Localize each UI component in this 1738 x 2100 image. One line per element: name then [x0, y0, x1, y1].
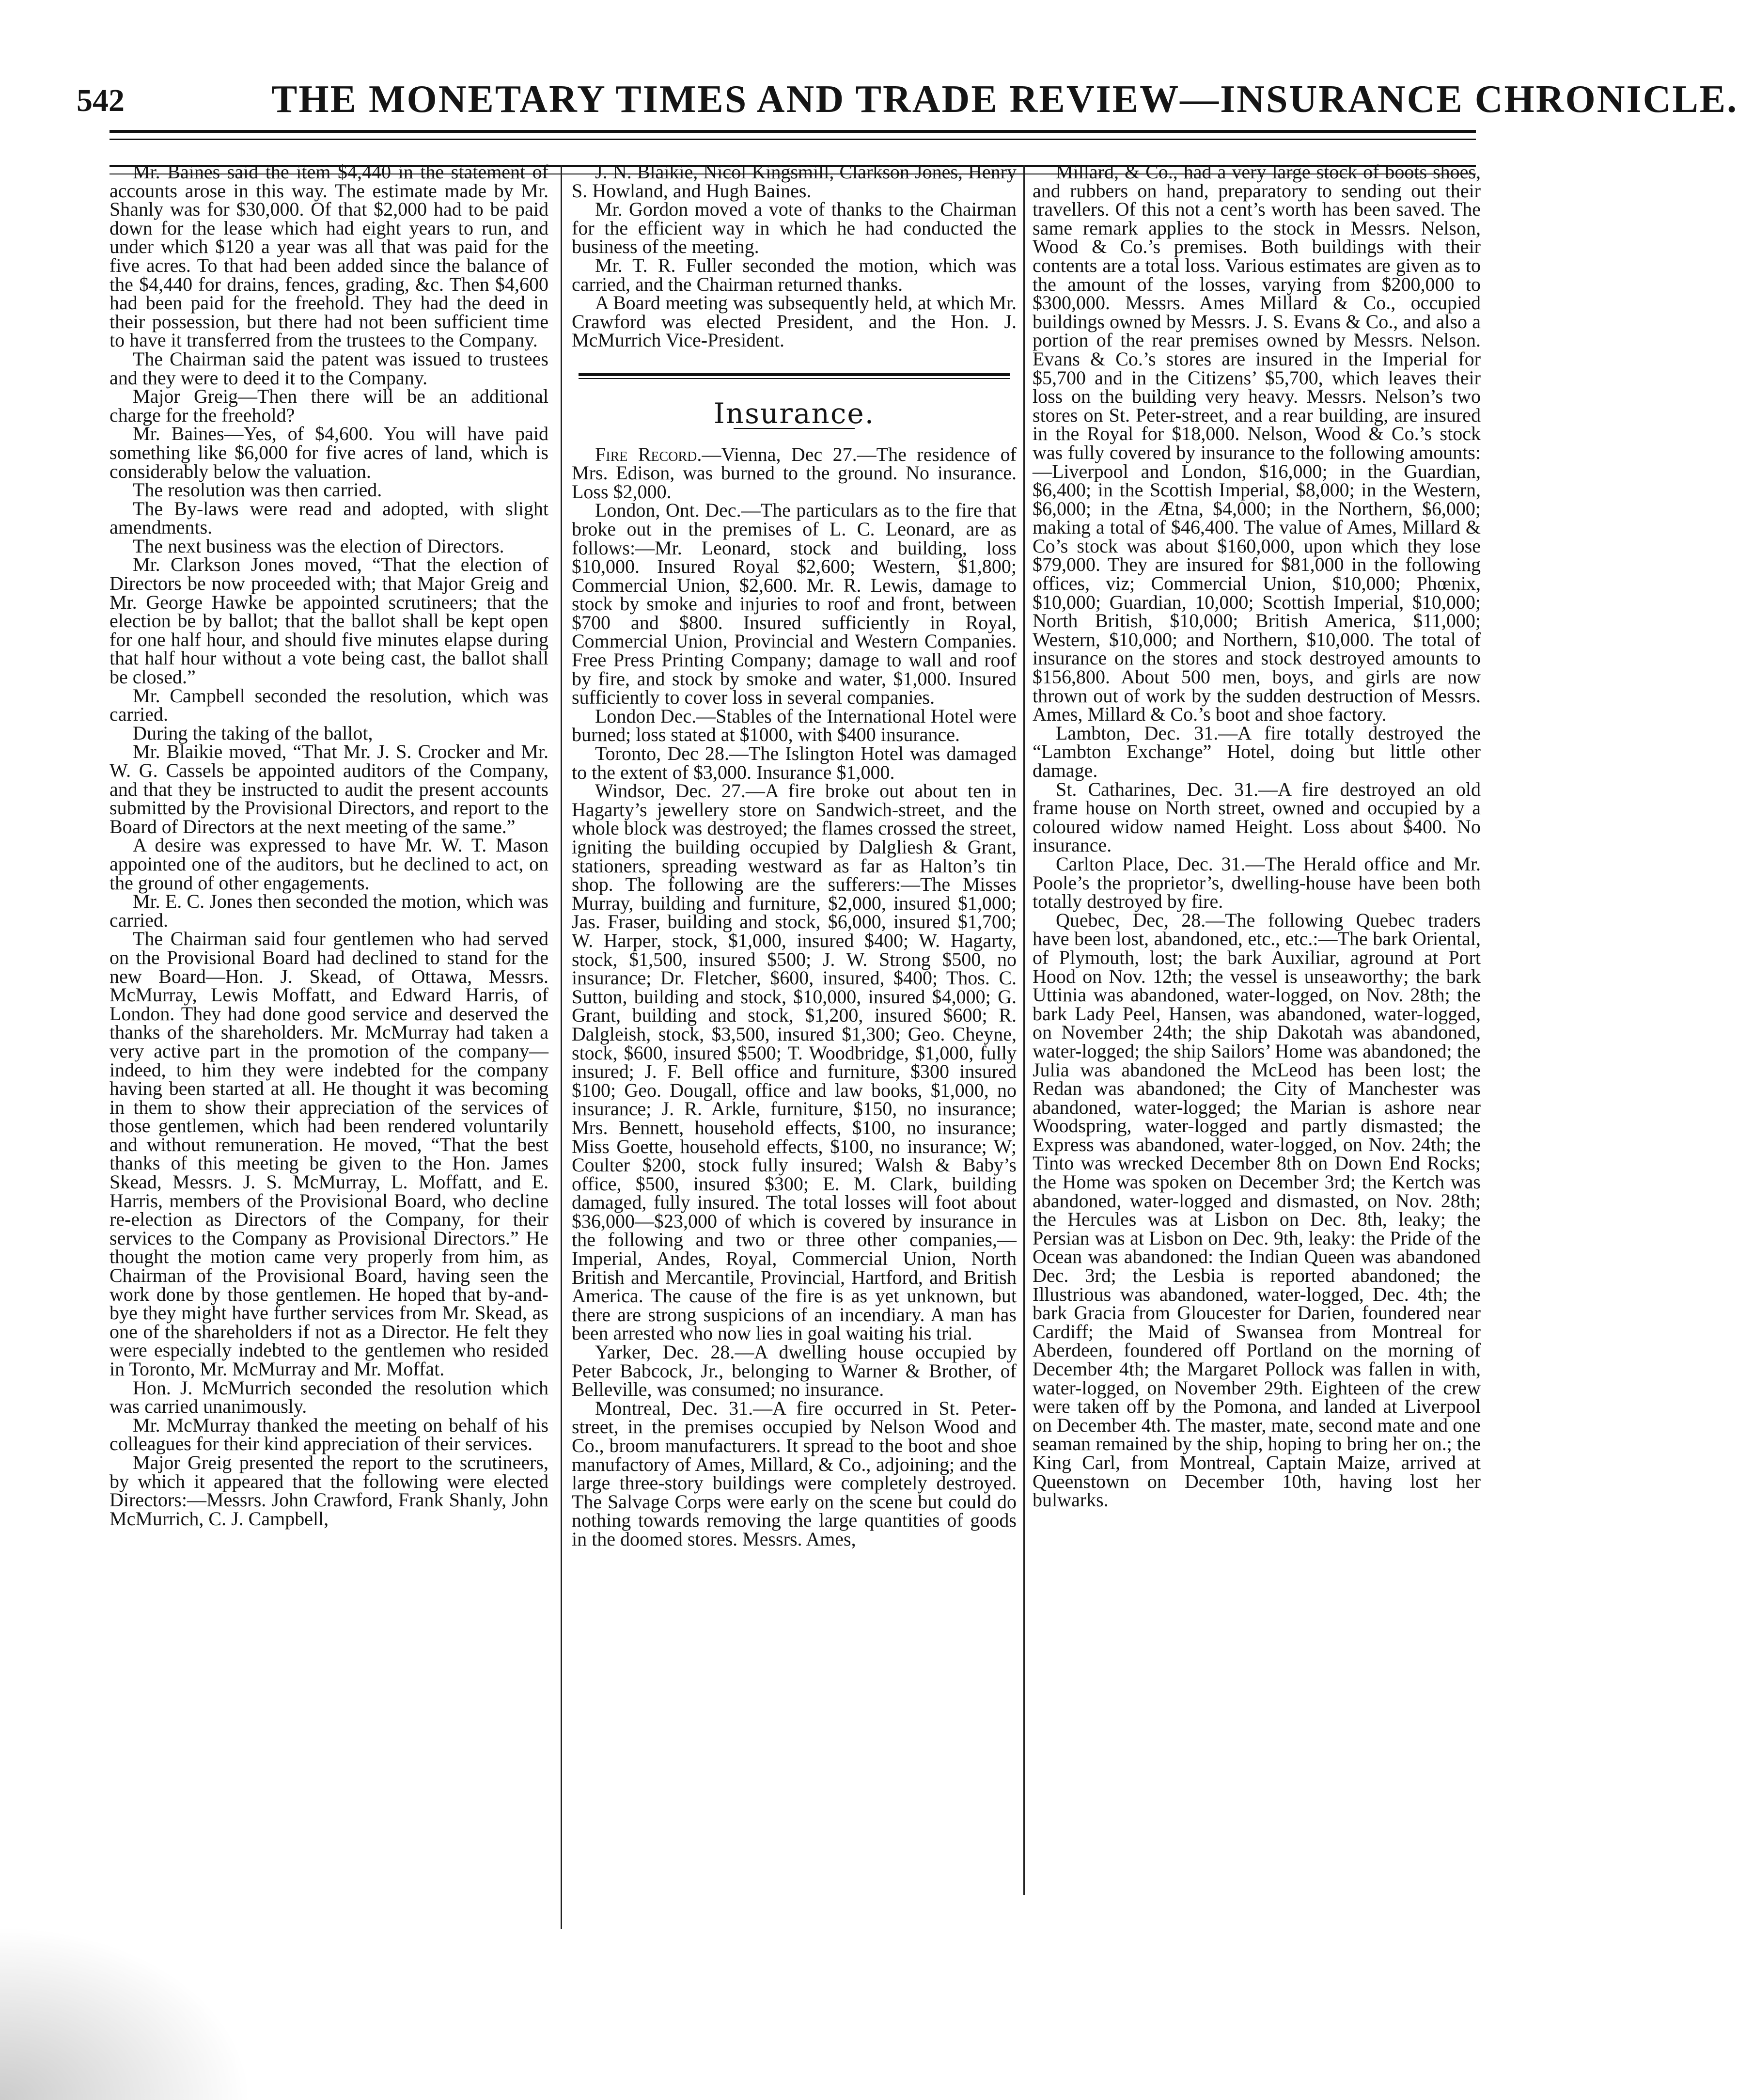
- paragraph: Mr. Blaikie moved, “That Mr. J. S. Crocker and Mr. W. G. Cassels be appointed auditors of the Company, and that they be instructed to audit the present accounts submitted by the Provisional Directors, and report to the Board of Directors at the next meeting of the same.”: [110, 741, 548, 837]
- column-divider: [1023, 165, 1025, 1895]
- running-head: [77, 78, 1738, 136]
- paragraph: Mr. McMurray thanked the meeting on behalf of his colleagues for their kind appreciation of their services.: [110, 1414, 548, 1455]
- paragraph: Hon. J. McMurrich seconded the resolution which was carried unanimously.: [110, 1376, 548, 1418]
- paragraph: Yarker, Dec. 28.—A dwelling house occupied by Peter Babcock, Jr., belonging to Warner & Brother, of Belleville, was consumed; no insurance.: [572, 1341, 1017, 1401]
- paragraph: J. N. Blaikie, Nicol Kingsmill, Clarkson Jones, Henry S. Howland, and Hugh Baines.: [572, 161, 1017, 202]
- paragraph: A desire was expressed to have Mr. W. T. Mason appointed one of the auditors, but he declined to act, on the ground of other engagements.: [110, 834, 548, 894]
- paragraph: The next business was the election of Directors.: [133, 535, 504, 557]
- header-rule: [110, 139, 1476, 140]
- paragraph: St. Catharines, Dec. 31.—A fire destroyed an old frame house on North street, owned and occupied by a coloured widow named Height. Loss about $400. No insurance.: [1033, 778, 1481, 856]
- paragraph-text: —Vienna, Dec 27.—The residence of Mrs. Edison, was burned to the ground. No insurance. Loss $2,000.: [572, 443, 1017, 503]
- paragraph: Mr. Baines said the item $4,440 in the statement of accounts arose in this way. The estimate made by Mr. Shanly was for $30,000. Of that $2,000 had to be paid down for the lease which had eight years to run, and under which $120 a year was all that was paid for the five acres. To that had been added since the balance of the $4,440 for drains, fences, grading, &c. Then $4,600 had been paid for the freehold. They had the deed in their possession, but there had not been sufficient time to have it transferred from the trustees to the Company.: [110, 161, 548, 351]
- paragraph: Toronto, Dec 28.—The Islington Hotel was damaged to the extent of $3,000. Insurance $1,000.: [572, 742, 1017, 783]
- paragraph: Millard, & Co., had a very large stock of boots shoes, and rubbers on hand, preparatory to sending out their travellers. Of this not a cent’s worth has been saved. The same remark applies to the stock in Messrs. Nelson, Wood & Co.’s premises. Both buildings with their contents are a total loss. Various estimates are given as to the amount of the losses, varying from $200,000 to $300,000. Messrs. Ames Millard & Co., occupied buildings owned by Messrs. J. S. Evans & Co., and also a portion of the rear premises owned by Messrs. Nelson. Evans & Co.’s stores are insured in the Imperial for $5,700 and in the Citizens’ $5,700, which leaves their loss on the building very heavy. Messrs. Nelson’s two stores on St. Peter-street, and a rear building, are insured in the Royal for $18,000. Nelson, Wood & Co.’s stock was fully covered by insurance to the following amounts:—Liverpool and London, $16,000; in the Guardian, $6,400; in the Scottish Imperial, $8,000; in the Western, $6,000; in the Ætna, $4,000; in the Northern, $6,000; making a total of $46,400. The value of Ames, Millard & Co’s stock was about $160,000, upon which they lose $79,000. They are insured for $81,000 in the following offices, viz; Commercial Union, $10,000; Phœnix, $10,000; Guardian, 10,000; Scottish Imperial, $10,000; North British, $10,000; British America, $11,000; Western, $10,000; and Northern, $10,000. The total of insurance on the stores and stock destroyed amounts to $156,800. About 500 men, boys, and girls are now thrown out of work by the sudden destruction of Messrs. Ames, Millard & Co.’s boot and shoe factory.: [1033, 161, 1481, 726]
- paragraph: Mr. Baines—Yes, of $4,600. You will have paid something like $6,000 for five acres of land, which is considerably below the valuation.: [110, 423, 548, 482]
- paragraph: The By-laws were read and adopted, with slight amendments.: [110, 497, 548, 538]
- journal-title: THE MONETARY TIMES AND TRADE REVIEW—INSURANCE CHRONICLE.: [271, 78, 1738, 121]
- paragraph: Mr. Clarkson Jones moved, “That the election of Directors be now proceeded with; that Major Greig and Mr. George Hawke be appointed scrutineers; that the election be by ballot; that the ballot shall be kept open for one half hour, and should five minutes elapse during that half hour without a vote being cast, the ballot shall be closed.”: [110, 553, 548, 688]
- fire-record-paragraph: [572, 445, 1017, 502]
- column-one: [110, 163, 548, 1528]
- paragraph: Major Greig—Then there will be an additional charge for the freehold?: [110, 385, 548, 426]
- header-rule: [110, 130, 1476, 133]
- paragraph: London, Ont. Dec.—The particulars as to the fire that broke out in the premises of L. C. Leonard, are as follows:—Mr. Leonard, stock and building, loss $10,000. Insured Royal $2,600; Western, $1,800; Commercial Union, $2,600. Mr. R. Lewis, damage to stock by smoke and injuries to roof and front, between $700 and $800. Insured sufficiently in Royal, Commercial Union, Provincial and Western Companies. Free Press Printing Company; damage to wall and roof by fire, and stock by smoke and water, $1,000. Insured sufficiently to cover loss in several companies.: [572, 499, 1017, 709]
- paragraph: Mr. E. C. Jones then seconded the motion, which was carried.: [110, 890, 548, 931]
- paragraph: The Chairman said the patent was issued to trustees and they were to deed it to the Company.: [110, 347, 548, 389]
- paragraph: Major Greig presented the report to the scrutineers, by which it appeared that the following were elected Directors:—Messrs. John Crawford, Frank Shanly, John McMurrich, C. J. Campbell,: [110, 1451, 548, 1530]
- column-three: [1033, 163, 1481, 1510]
- paragraph: London Dec.—Stables of the International Hotel were burned; loss stated at $1000, with $400 insurance.: [572, 705, 1017, 746]
- fire-record-lead: Fire Record.: [595, 443, 702, 465]
- paragraph: Carlton Place, Dec. 31.—The Herald office and Mr. Poole’s the proprietor’s, dwelling-house have been both totally destroyed by fire.: [1033, 853, 1481, 913]
- page-number: 542: [77, 83, 125, 118]
- paragraph: Mr. Gordon moved a vote of thanks to the Chairman for the efficient way in which he had conducted the business of the meeting.: [572, 198, 1017, 258]
- paragraph: The resolution was then carried.: [133, 479, 382, 501]
- paragraph: Lambton, Dec. 31.—A fire totally destroyed the “Lambton Exchange” Hotel, doing but little other damage.: [1033, 722, 1481, 781]
- paragraph: The Chairman said four gentlemen who had served on the Provisional Board had declined to stand for the new Board—Hon. J. Skead, of Ottawa, Messrs. McMurray, Lewis Moffatt, and Edward Harris, of London. They had done good service and deserved the thanks of the shareholders. Mr. McMurray had taken a very active part in the promotion of the company—indeed, to him they were indebted for the company having been started at all. He thought it was becoming in them to show their appreciation of the services of those gentlemen, which had been rendered voluntarily and without remuneration. He moved, “That the best thanks of this meeting be given to the Hon. James Skead, Messrs. J. S. McMurray, L. Moffatt, and E. Harris, members of the Provisional Board, who decline re-election as Directors of the Company, for their services to the Company as Provisional Directors.” He thought the motion came very properly from him, as Chairman of the Provisional Board, having seen the work done by those gentlemen. He hoped that by-and-bye they might have further services from Mr. Skead, as one of the shareholders if not as a Director. He felt they were especially indebted to the gentlemen who resided in Toronto, Mr. McMurray and Mr. Moffat.: [110, 928, 548, 1380]
- paragraph: Mr. Campbell seconded the resolution, which was carried.: [110, 684, 548, 726]
- section-divider: [579, 373, 1010, 379]
- column-two: [572, 163, 1017, 1549]
- scan-shadow: [0, 1926, 252, 2100]
- paragraph: Quebec, Dec, 28.—The following Quebec traders have been lost, abandoned, etc., etc.:—The bark Oriental, of Plymouth, lost; the bark Auxiliar, aground at Port Hood on Nov. 12th; the vessel is unseaworthy; the bark Uttinia was abandoned, water-logged, on Nov. 28th; the bark Lady Peel, Hansen, was abandoned, water-logged, on November 24th; the ship Dakotah was abandoned, water-logged; the ship Sailors’ Home was abandoned; the Julia was abandoned the McLeod has been lost; the Redan was abandoned; the City of Manchester was abandoned, water-logged; the Marian is ashore near Woodspring, water-logged and partly dismasted; the Express was abandoned, water-logged, on Nov. 24th; the Tinto was wrecked December 8th on Down End Rocks; the Home was spoken on December 3rd; the Kertch was abandoned, water-logged and dismasted, on Nov. 28th; the Hercules was at Lisbon on Dec. 8th, leaky; the Persian was at Lisbon on Dec. 9th, leaky: the Pride of the Ocean was abandoned: the Indian Queen was abandoned Dec. 3rd; the Lesbia is reported abandoned; the Illustrious was abandoned, water-logged, Dec. 4th; the bark Gracia from Gloucester for Darien, foundered near Cardiff; the Maid of Swansea from Montreal for Aberdeen, foundered off Portland on the morning of December 4th; the Margaret Pollock was fallen in with, water-logged, on November 29th. Eighteen of the crew were taken off by the Pomona, and landed at Liverpool on December 4th. The master, mate, second mate and one seaman remained by the ship, hoping to bring her on.; the King Carl, from Montreal, Captain Maize, arrived at Queenstown on December 10th, having lost her bulwarks.: [1033, 909, 1481, 1511]
- column-divider: [561, 165, 562, 1929]
- section-heading: Insurance.: [713, 396, 875, 430]
- paragraph: Mr. T. R. Fuller seconded the motion, which was carried, and the Chairman returned thanks.: [572, 254, 1017, 295]
- paragraph: Windsor, Dec. 27.—A fire broke out about ten in Hagarty’s jewellery store on Sandwich-street, and the whole block was destroyed; the flames crossed the street, igniting the building occupied by Dalgliesh & Grant, stationers, spreading westward as far as Halton’s tin shop. The following are the sufferers:—The Misses Murray, building and furniture, $2,000, insured $1,000; Jas. Fraser, building and stock, $6,000, insured $1,700; W. Harper, stock, $1,000, insured $400; W. Hagarty, stock, $1,500, insured $500; J. W. Strong $500, no insurance; Dr. Fletcher, $600, insured, $400; Thos. C. Sutton, building and stock, $10,000, insured $4,000; G. Grant, building and stock, $1,200, insured $600; R. Dalgleish, stock, $3,500, insured $1,300; Geo. Cheyne, stock, $600, insured $500; T. Woodbridge, $1,000, fully insured; J. F. Bell office and furniture, $300 insured $100; Geo. Dougall, office and law books, $1,000, no insurance; J. R. Arkle, furniture, $150, no insurance; Mrs. Bennett, household effects, $100, no insurance; Miss Goette, household effects, $100, no insurance; W; Coulter $200, stock fully insured; Walsh & Baby’s office, $500, insured $300; E. M. Clark, building damaged, fully insured. The total losses will foot about $36,000—$23,000 of which is covered by insurance in the following and two or three other companies,—Imperial, Andes, Royal, Commercial Union, North British and Mercantile, Provincial, Hartford, and British America. The cause of the fire is as yet unknown, but there are strong suspicions of an incendiary. A man has been arrested who now lies in goal waiting his trial.: [572, 780, 1017, 1344]
- paragraph: Montreal, Dec. 31.—A fire occurred in St. Peter-street, in the premises occupied by Nelson Wood and Co., broom manufacturers. It spread to the boot and shoe manufactory of Ames, Millard, & Co., adjoining; and the large three-story buildings were completely destroyed. The Salvage Corps were early on the scene but could do nothing towards removing the large quantities of goods in the doomed stores. Messrs. Ames,: [572, 1397, 1017, 1550]
- paragraph: During the taking of the ballot,: [133, 722, 373, 744]
- paragraph: A Board meeting was subsequently held, at which Mr. Crawford was elected President, and the Hon. J. McMurrich Vice-President.: [572, 292, 1017, 351]
